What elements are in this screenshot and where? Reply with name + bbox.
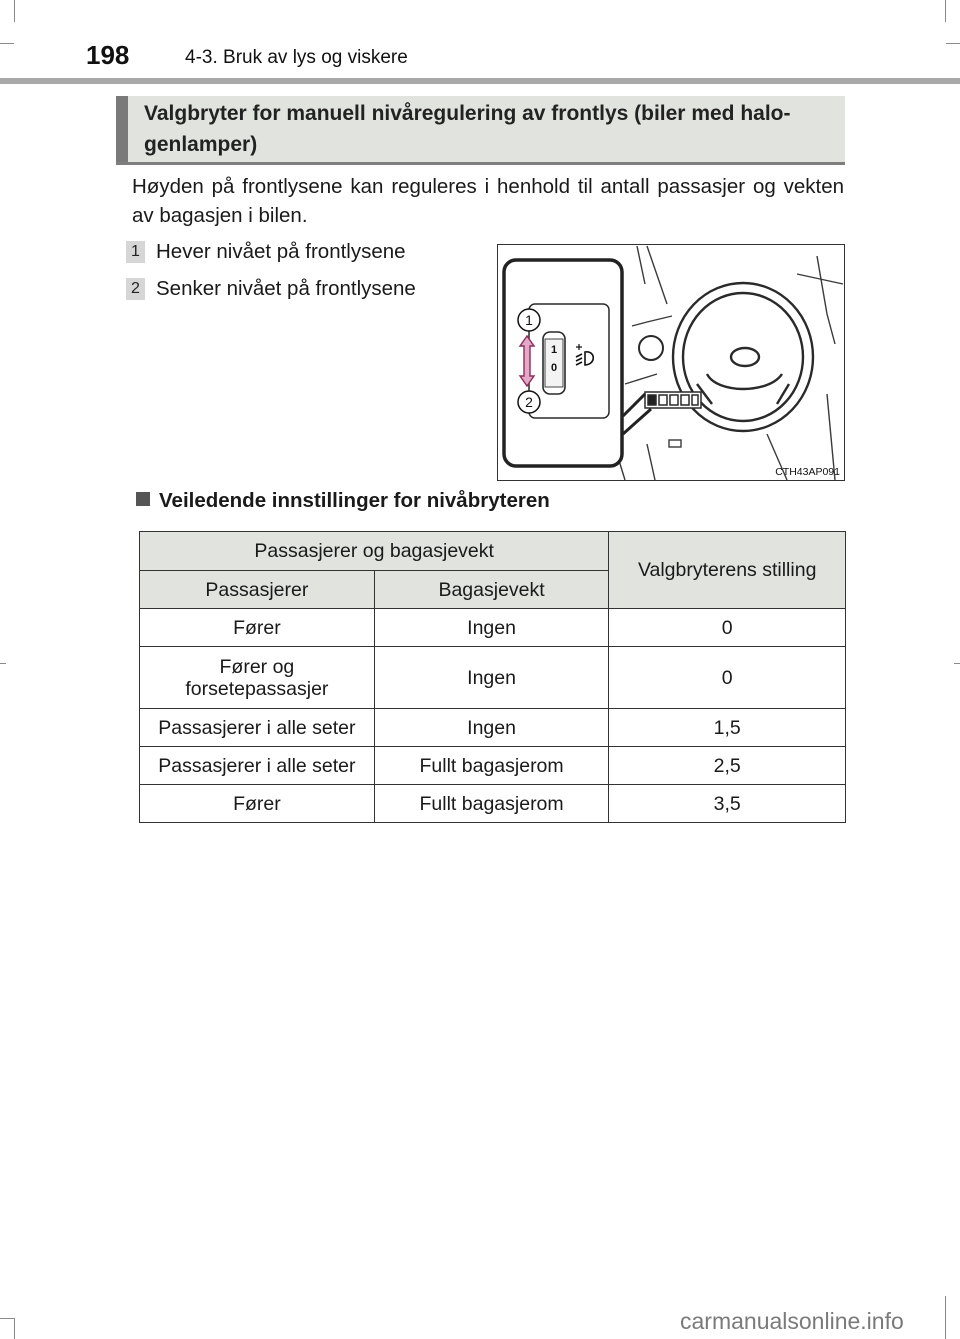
cell-luggage: Fullt bagasjerom (374, 747, 609, 785)
cell-position: 0 (609, 609, 846, 647)
headlight-switch-illustration (497, 244, 845, 481)
subheading (136, 489, 550, 513)
header-rule (0, 78, 960, 84)
figure-marker-2: 2 (525, 394, 533, 410)
crop-mark (0, 43, 14, 44)
crop-mark (945, 1296, 946, 1339)
column-header-luggage: Bagasjevekt (374, 571, 609, 609)
dial-mark-upper: 1 (550, 344, 558, 356)
group-header: Passasjerer og bagasjevekt (140, 532, 609, 571)
cell-luggage: Ingen (374, 609, 609, 647)
cell-position: 0 (609, 647, 846, 709)
callout-number: 1 (126, 241, 145, 263)
callout-raise (126, 240, 406, 264)
callout-text: Hever nivået på frontlysene (156, 240, 406, 263)
subheading-text: Veiledende innstillinger for nivåbryteren (159, 489, 550, 512)
callout-number: 2 (126, 278, 145, 300)
crop-mark (0, 663, 6, 664)
crop-mark (954, 663, 960, 664)
switch-panel (645, 392, 701, 408)
cell-luggage: Ingen (374, 709, 609, 747)
table-row (140, 785, 846, 823)
cell-passengers-text: Fører og forsetepassasjer (185, 655, 329, 700)
cell-passengers: Passasjerer i alle seter (140, 747, 375, 785)
cell-luggage: Ingen (374, 647, 609, 709)
figure-code: CTH43AP091 (775, 466, 840, 478)
chapter-title: 4-3. Bruk av lys og viskere (185, 47, 408, 68)
cell-passengers: Fører (140, 609, 375, 647)
table-row (140, 747, 846, 785)
cell-position: 3,5 (609, 785, 846, 823)
intro-paragraph: Høyden på frontlysene kan reguleres i henhold til antall passasjer og vekten av bagasjen i bilen. (132, 175, 844, 227)
table-row (140, 609, 846, 647)
column-header-passengers: Passasjerer (140, 571, 375, 609)
cell-position: 1,5 (609, 709, 846, 747)
cell-passengers (140, 647, 375, 709)
figure-marker-1: 1 (525, 312, 533, 328)
cell-position: 2,5 (609, 747, 846, 785)
dial-mark-lower: 0 (550, 362, 558, 374)
bullet-square-icon (136, 492, 150, 506)
cell-luggage: Fullt bagasjerom (374, 785, 609, 823)
callout-text: Senker nivået på frontlysene (156, 277, 416, 300)
crop-mark (14, 0, 15, 22)
cell-passengers: Fører (140, 785, 375, 823)
crop-mark (946, 43, 960, 44)
column-header-position: Valgbryterens stilling (609, 532, 846, 609)
section-heading-bar (116, 96, 128, 162)
cell-passengers: Passasjerer i alle seter (140, 709, 375, 747)
page-number: 198 (86, 40, 130, 70)
section-heading (116, 96, 845, 165)
leveling-guide-table (139, 531, 846, 823)
crop-mark (0, 1318, 14, 1319)
table-header-row (140, 532, 846, 571)
section-title: Valgbryter for manuell nivåregulering av frontlys (biler med halo-genlamper) (144, 102, 791, 156)
table-row (140, 709, 846, 747)
crop-mark (14, 1318, 15, 1339)
table-row (140, 647, 846, 709)
crop-mark (945, 0, 946, 22)
callout-lower (126, 277, 416, 301)
watermark: carmanualsonline.info (680, 1308, 904, 1334)
